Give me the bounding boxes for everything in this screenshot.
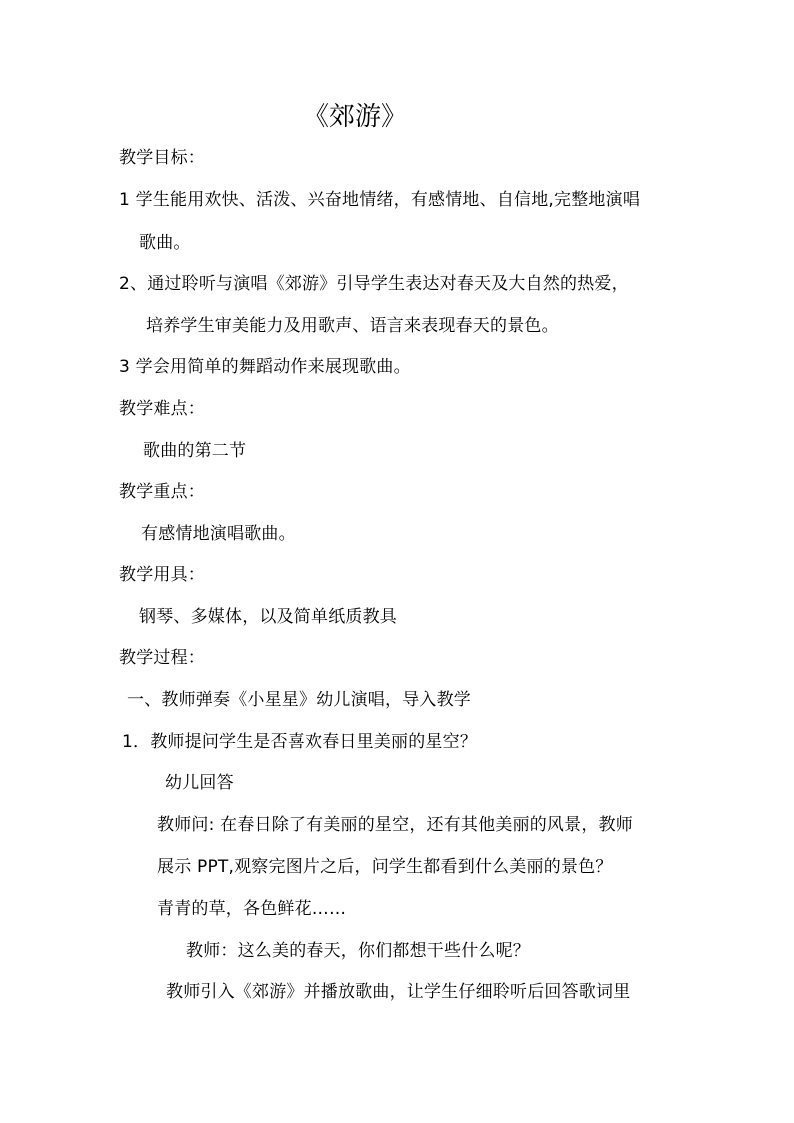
process-children-answer: 幼儿回答 — [165, 773, 234, 793]
goal-2-line-2: 培养学生审美能力及用歌声、语言来表现春天的景色。 — [146, 316, 559, 336]
teaching-difficulty-text: 歌曲的第二节 — [143, 441, 247, 461]
process-teacher-question-line-2: 展示 PPT,观察完图片之后，问学生都看到什么美丽的景色？ — [157, 857, 613, 877]
goal-2-line-1: 2、通过聆听与演唱《郊游》引导学生表达对春天及大自然的热爱， — [119, 274, 629, 294]
process-step-1: 一、教师弹奏《小星星》幼儿演唱，导入教学 — [127, 690, 471, 710]
goal-1-line-2: 歌曲。 — [139, 233, 191, 253]
process-answer-grass-flowers: 青青的草，各色鲜花…… — [157, 899, 347, 919]
heading-teaching-focus: 教学重点： — [119, 482, 205, 502]
heading-teaching-goals: 教学目标： — [119, 148, 205, 168]
goal-1-line-1: 1 学生能用欢快、活泼、兴奋地情绪，有感情地、自信地,完整地演唱 — [119, 190, 641, 210]
process-teacher-question-line-1: 教师问: 在春日除了有美丽的星空，还有其他美丽的风景，教师 — [157, 815, 633, 835]
goal-3: 3 学会用简单的舞蹈动作来展现歌曲。 — [119, 357, 411, 377]
teaching-tools-text: 钢琴、多媒体，以及简单纸质教具 — [139, 607, 397, 627]
document-title: 《郊游》 — [303, 102, 408, 132]
heading-teaching-difficulty: 教学难点： — [119, 399, 205, 419]
process-item-1: 1．教师提问学生是否喜欢春日里美丽的星空？ — [122, 732, 478, 752]
teaching-focus-text: 有感情地演唱歌曲。 — [141, 524, 296, 544]
heading-teaching-tools: 教学用具： — [119, 565, 205, 585]
heading-teaching-process: 教学过程： — [119, 648, 205, 668]
process-teacher-spring-question: 教师：这么美的春天，你们都想干些什么呢？ — [186, 941, 530, 961]
process-teacher-introduce-song: 教师引入《郊游》并播放歌曲，让学生仔细聆听后回答歌词里 — [166, 982, 631, 1002]
